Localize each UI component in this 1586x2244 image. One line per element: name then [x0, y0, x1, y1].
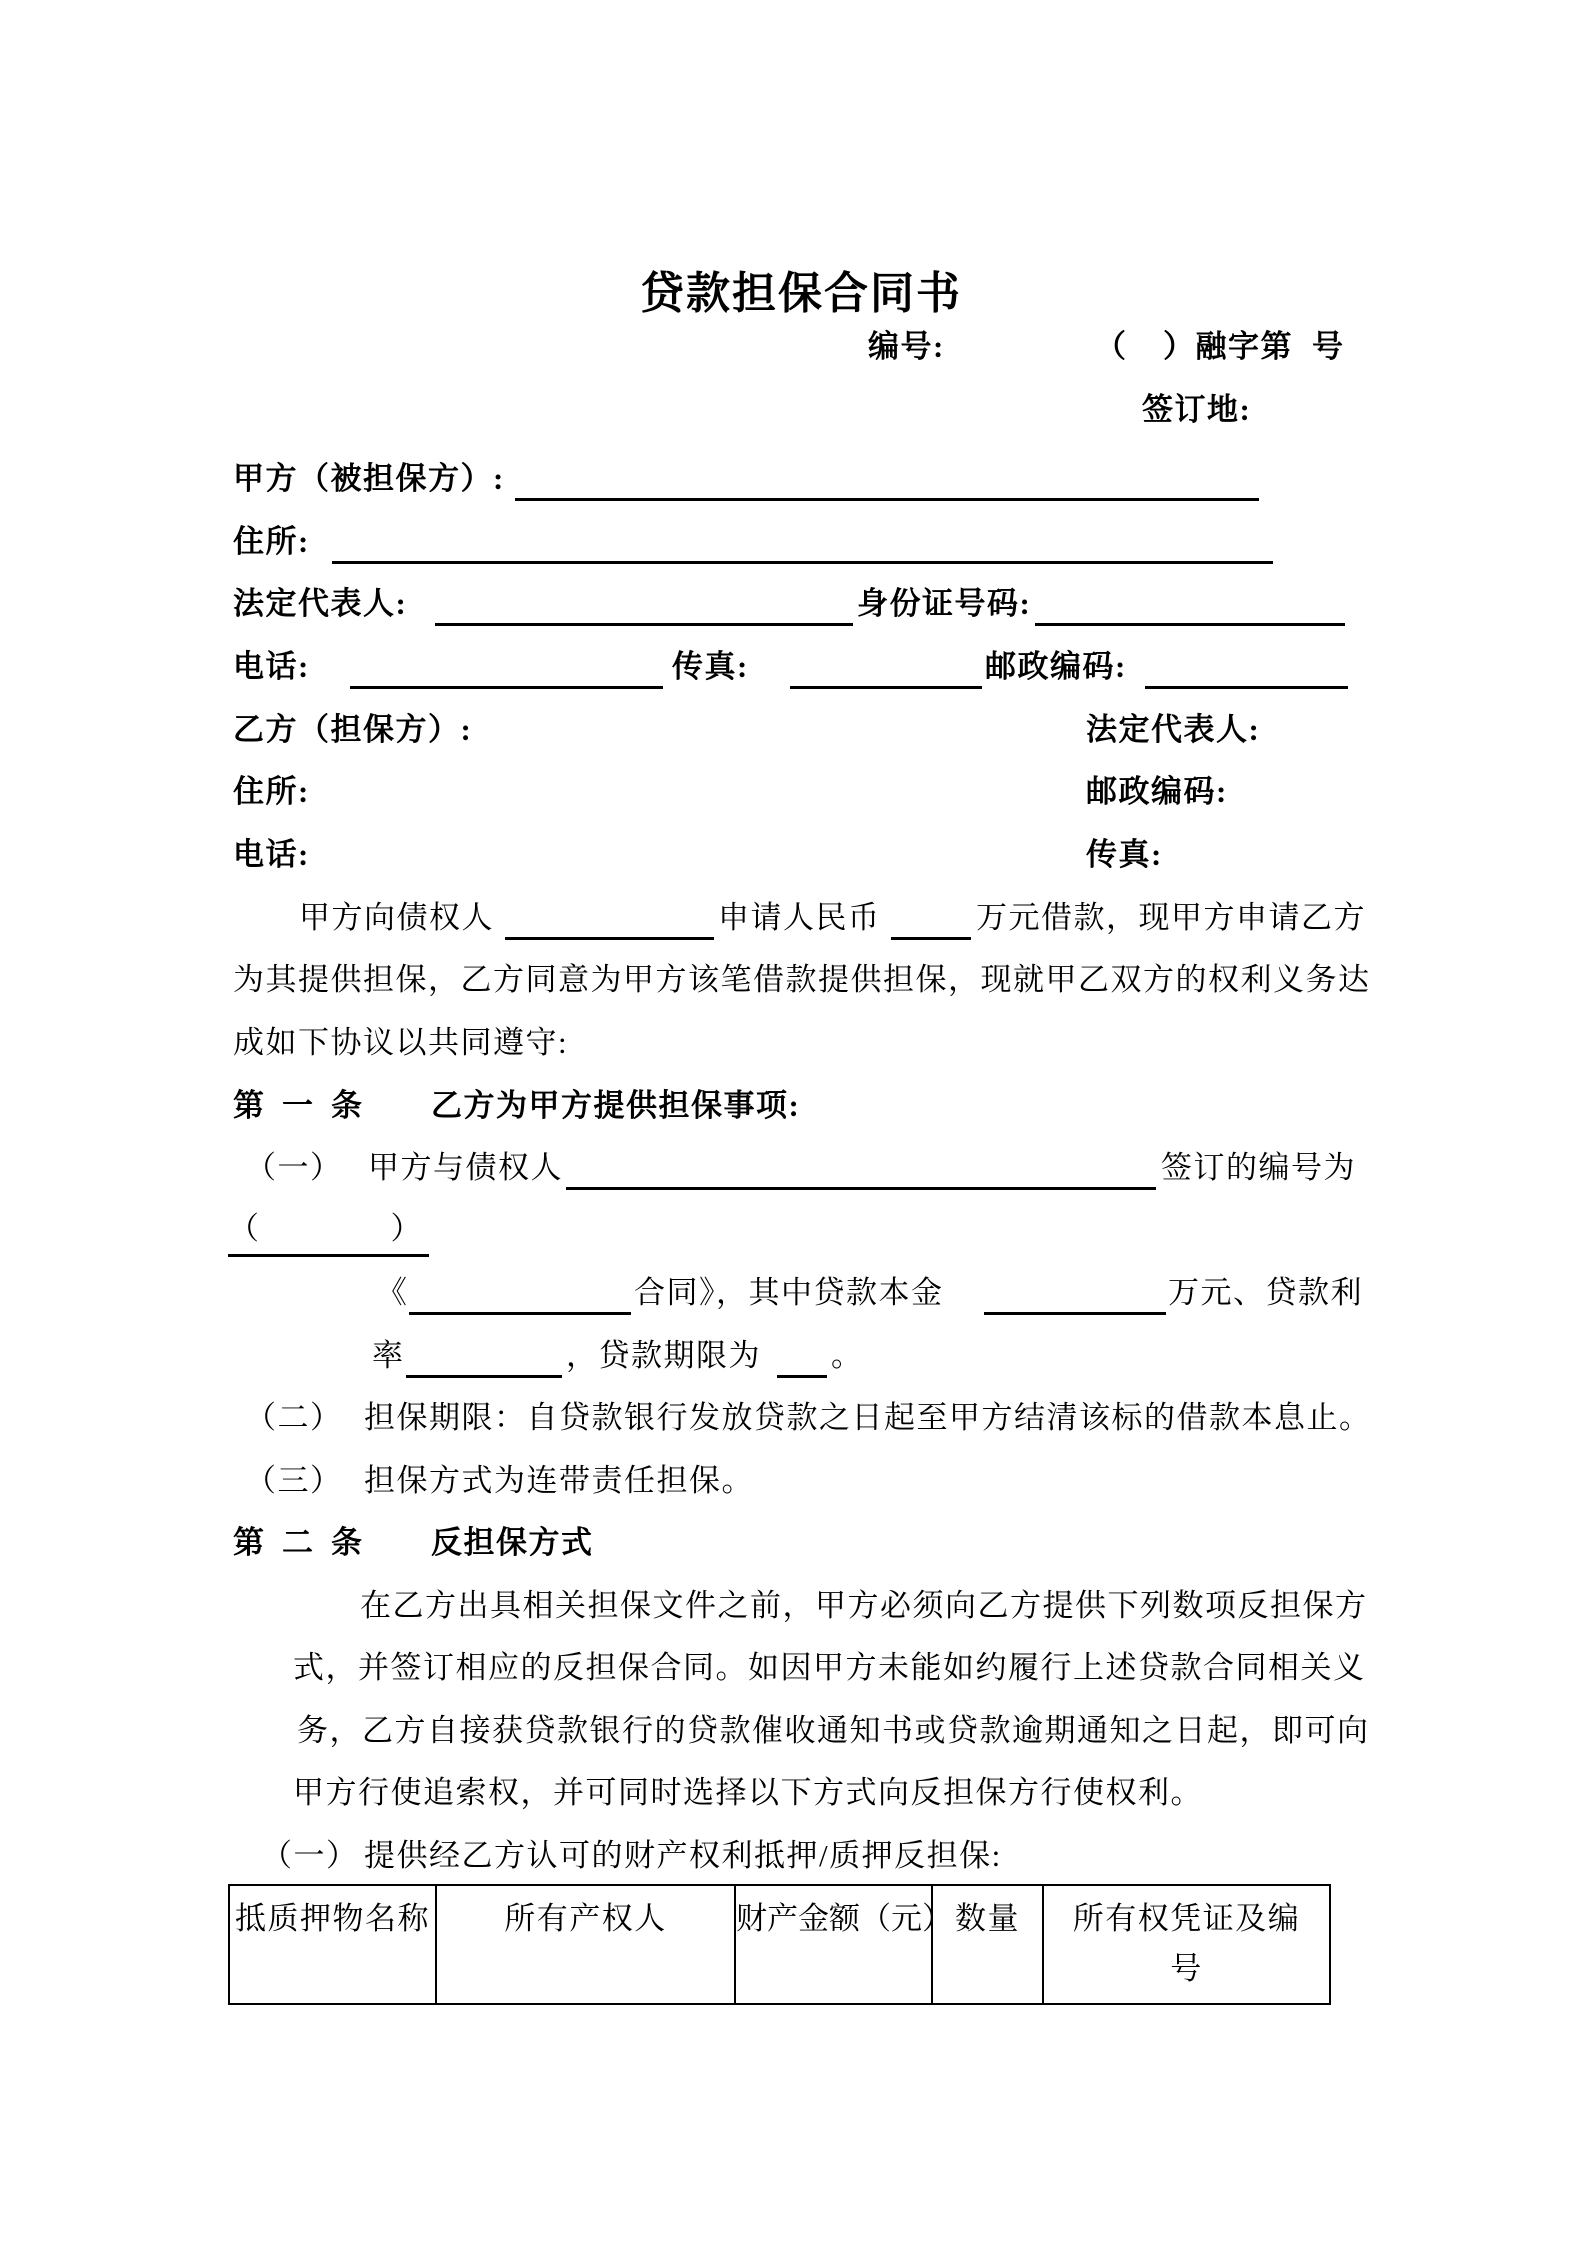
principal-blank	[984, 1312, 1166, 1315]
col-header-amount: 财产金额（元）	[735, 1885, 932, 2004]
party-a-legal-rep-blank	[435, 623, 853, 626]
article-2-para-l2-text: 式，并签订相应的反担保合同。如因甲方未能如约履行上述贷款合同相关义	[293, 1650, 1366, 1685]
preamble-line-2	[0, 957, 1586, 1005]
article-2-para-l3-text: 务，乙方自接获贷款银行的贷款催收通知书或贷款逾期通知之日起，即可向	[297, 1713, 1370, 1748]
party-a-phone-line	[0, 644, 1586, 692]
party-a-id-label: 身份证号码:	[857, 586, 1032, 621]
party-a-legal-rep-line	[0, 581, 1586, 629]
party-a-name-line	[0, 456, 1586, 504]
article-1-item-2-line	[0, 1395, 1586, 1443]
party-b-phone-line	[0, 832, 1586, 880]
party-a-id-blank	[1035, 623, 1345, 626]
preamble-l1-seg3: 万元借款，现甲方申请乙方	[976, 900, 1366, 935]
article-1-number: 第一条	[233, 1088, 380, 1123]
page-title: 贷款担保合同书	[640, 269, 962, 318]
party-a-name-blank	[515, 498, 1259, 501]
item-marker: （一）	[261, 1838, 359, 1873]
article-1-item-1-line3-seg3: 万元、贷款利	[1168, 1275, 1363, 1310]
amount-blank	[891, 937, 971, 940]
article-1-item-1-line	[0, 1145, 1586, 1193]
party-b-name-line	[0, 707, 1586, 755]
preamble-l1-seg1: 甲方向债权人	[299, 900, 494, 935]
sign-place-label: 签订地:	[1142, 392, 1252, 427]
col-header-quantity: 数量	[932, 1885, 1043, 2004]
article-1-item-1-line4	[0, 1333, 1586, 1381]
preamble-line-1	[0, 895, 1586, 943]
item-marker: （二）	[245, 1400, 343, 1435]
preamble-line-3	[0, 1020, 1586, 1068]
doc-number-line	[0, 324, 1586, 372]
article-2-para-line-3	[0, 1708, 1586, 1756]
party-a-postal-blank	[1145, 686, 1348, 689]
item-marker: （三）	[245, 1463, 343, 1498]
party-a-legal-rep-label: 法定代表人:	[233, 586, 408, 621]
party-b-phone-label: 电话:	[233, 837, 310, 872]
party-b-legal-rep-label: 法定代表人:	[1086, 712, 1261, 747]
article-2-item-1-line	[0, 1833, 1586, 1881]
article-1-item-1-seg1: 甲方与债权人	[368, 1150, 563, 1185]
party-b-fax-label: 传真:	[1086, 837, 1163, 872]
party-a-address-blank	[332, 561, 1273, 564]
contract-number-blank: （ ）	[228, 1208, 429, 1257]
article-2-heading-line	[0, 1520, 1586, 1568]
article-1-item-1-line4-seg3: 。	[831, 1338, 864, 1373]
col-header-owner: 所有产权人	[436, 1885, 735, 2004]
preamble-l2-text: 为其提供担保，乙方同意为甲方该笔借款提供担保，现就甲乙双方的权利义务达	[233, 962, 1371, 997]
doc-number-paren-open: （	[1095, 329, 1128, 364]
preamble-l3-text: 成如下协议以共同遵守:	[233, 1025, 569, 1060]
contract-party-blank	[566, 1187, 1156, 1190]
party-a-name-label: 甲方（被担保方）:	[233, 461, 505, 496]
doc-number-suffix: 号	[1312, 329, 1345, 364]
book-quote-open: 《	[376, 1275, 409, 1310]
article-1-item-1-line4-seg1: 率	[372, 1338, 405, 1373]
contract-name-blank	[409, 1312, 631, 1315]
preamble-l1-seg2: 申请人民币	[718, 900, 881, 935]
party-a-phone-blank	[350, 686, 663, 689]
party-b-address-line	[0, 769, 1586, 817]
party-b-postal-label: 邮政编码:	[1086, 774, 1228, 809]
doc-number-mid: ）融字第	[1163, 329, 1293, 364]
article-1-item-1-line4-seg2: ，贷款期限为	[566, 1338, 761, 1373]
party-b-name-label: 乙方（担保方）:	[233, 712, 473, 747]
article-1-item-2-text: 担保期限：自贷款银行发放贷款之日起至甲方结清该标的借款本息止。	[364, 1400, 1372, 1435]
loan-term-blank	[777, 1375, 827, 1378]
article-1-item-1-blank-line	[0, 1208, 1586, 1256]
item-marker: （一）	[245, 1150, 343, 1185]
collateral-table	[228, 1884, 1331, 2005]
doc-number-label: 编号:	[868, 329, 945, 364]
col-header-certificate-number: 所有权凭证及编号	[1043, 1885, 1330, 2004]
article-1-heading: 乙方为甲方提供担保事项:	[431, 1088, 801, 1123]
party-a-address-label: 住所:	[233, 524, 310, 559]
article-1-item-3-text: 担保方式为连带责任担保。	[364, 1463, 754, 1498]
article-2-heading: 反担保方式	[431, 1525, 594, 1560]
article-1-item-3-line	[0, 1458, 1586, 1506]
collateral-table-header-row	[229, 1885, 1330, 2004]
interest-rate-blank	[406, 1375, 562, 1378]
article-1-item-1-line3-seg2: 合同》，其中贷款本金	[634, 1275, 944, 1310]
party-a-phone-label: 电话:	[233, 649, 310, 684]
article-1-item-1-line3	[0, 1270, 1586, 1318]
article-1-item-1-seg2: 签订的编号为	[1161, 1150, 1356, 1185]
col-header-collateral-name: 抵质押物名称	[229, 1885, 436, 2004]
article-2-para-l1-text: 在乙方出具相关担保文件之前，甲方必须向乙方提供下列数项反担保方	[360, 1588, 1368, 1623]
party-a-address-line	[0, 519, 1586, 567]
party-b-address-label: 住所:	[233, 774, 310, 809]
party-a-fax-label: 传真:	[672, 649, 749, 684]
article-1-heading-line	[0, 1083, 1586, 1131]
party-a-postal-label: 邮政编码:	[985, 649, 1127, 684]
party-a-fax-blank	[790, 686, 982, 689]
article-2-number: 第二条	[233, 1525, 380, 1560]
article-2-para-line-2	[0, 1645, 1586, 1693]
article-2-para-line-1	[0, 1583, 1586, 1631]
creditor-blank	[505, 937, 714, 940]
article-2-para-line-4	[0, 1770, 1586, 1818]
article-2-para-l4-text: 甲方行使追索权，并可同时选择以下方式向反担保方行使权利。	[293, 1775, 1203, 1810]
sign-place-line	[0, 387, 1586, 435]
article-2-item-1-text: 提供经乙方认可的财产权利抵押/质押反担保:	[364, 1838, 1002, 1873]
